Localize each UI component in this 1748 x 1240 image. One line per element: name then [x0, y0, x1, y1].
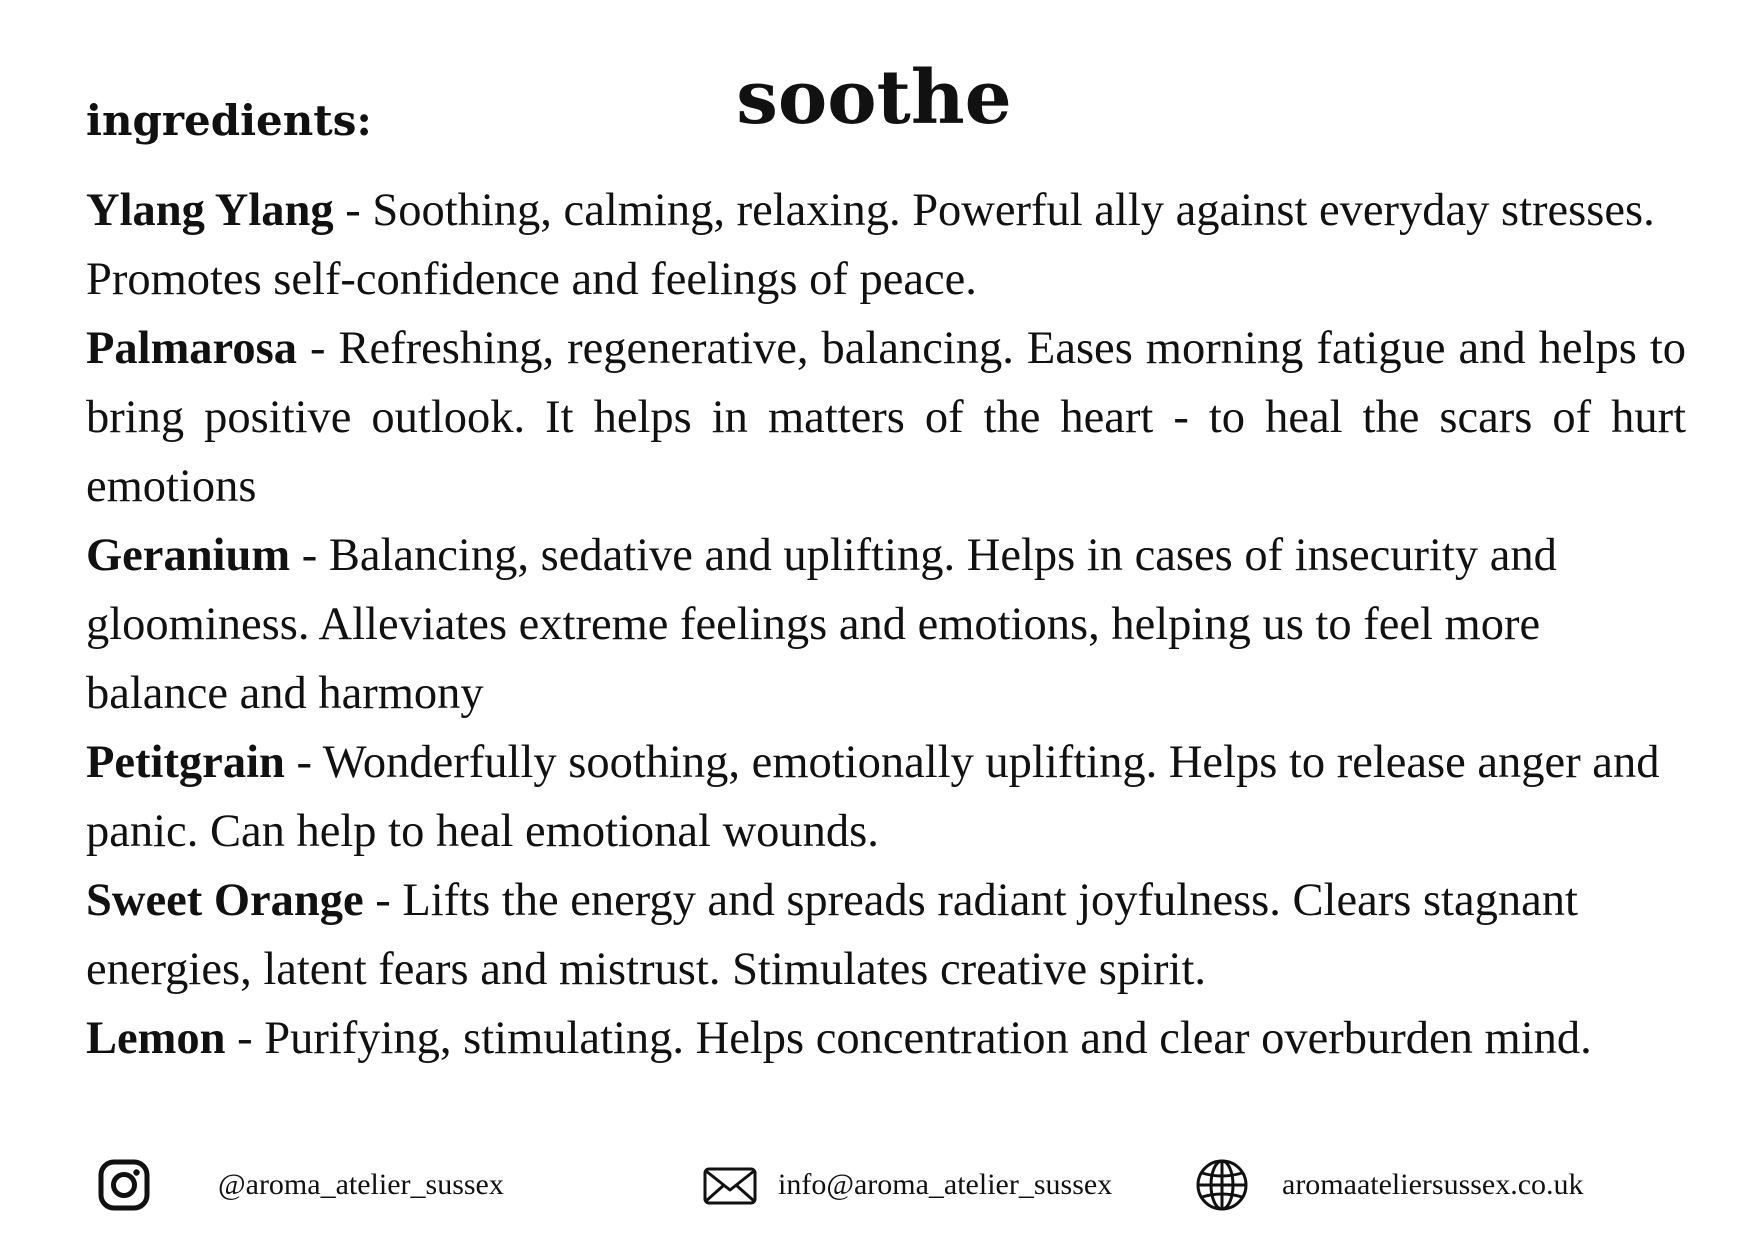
page-title: soothe [736, 55, 1012, 141]
ingredient-name: Ylang Ylang [86, 185, 334, 236]
ingredient-description: - Refreshing, regenerative, balancing. Eases morning fatigue and helps to bring positive outlook. It helps in matters of the heart - to heal the scars of hurt emotions [86, 323, 1686, 512]
ingredient-name: Geranium [86, 530, 291, 581]
ingredient-ylang-ylang [86, 176, 1686, 314]
ingredients-list [86, 176, 1686, 1073]
ingredient-description: - Balancing, sedative and uplifting. Helps in cases of insecurity and gloominess. Alleviates extreme feelings and emotions, helping us to feel more balance and harmony [86, 530, 1557, 719]
instagram-icon [96, 1157, 152, 1213]
instagram-contact[interactable] [96, 1150, 504, 1220]
globe-icon [1194, 1157, 1250, 1213]
ingredient-name: Petitgrain [86, 737, 285, 788]
ingredient-name: Lemon [86, 1013, 226, 1064]
ingredient-name: Sweet Orange [86, 875, 364, 926]
contact-footer [0, 1150, 1748, 1230]
ingredient-description: - Soothing, calming, relaxing. Powerful ally against everyday stresses. Promotes self-confidence and feelings of peace. [86, 185, 1655, 305]
ingredient-description: - Purifying, stimulating. Helps concentration and clear overburden mind. [225, 1013, 1592, 1064]
website-url[interactable]: aromaateliersussex.co.uk [1282, 1168, 1584, 1201]
ingredient-description: - Lifts the energy and spreads radiant joyfulness. Clears stagnant energies, latent fears and mistrust. Stimulates creative spirit. [86, 875, 1578, 995]
ingredients-heading: ingredients: [86, 96, 372, 145]
ingredient-name: Palmarosa [86, 323, 297, 374]
email-contact[interactable] [702, 1150, 1112, 1220]
ingredient-geranium [86, 521, 1686, 728]
instagram-handle[interactable]: @aroma_atelier_sussex [218, 1168, 504, 1201]
ingredient-petitgrain [86, 728, 1686, 866]
ingredient-lemon [86, 1004, 1686, 1073]
ingredient-palmarosa [86, 314, 1686, 521]
envelope-icon [702, 1157, 758, 1213]
website-contact[interactable] [1194, 1150, 1584, 1220]
email-address[interactable]: info@aroma_atelier_sussex [778, 1168, 1113, 1201]
ingredient-sweet-orange [86, 866, 1686, 1004]
ingredient-description: - Wonderfully soothing, emotionally uplifting. Helps to release anger and panic. Can help to heal emotional wounds. [86, 737, 1660, 857]
